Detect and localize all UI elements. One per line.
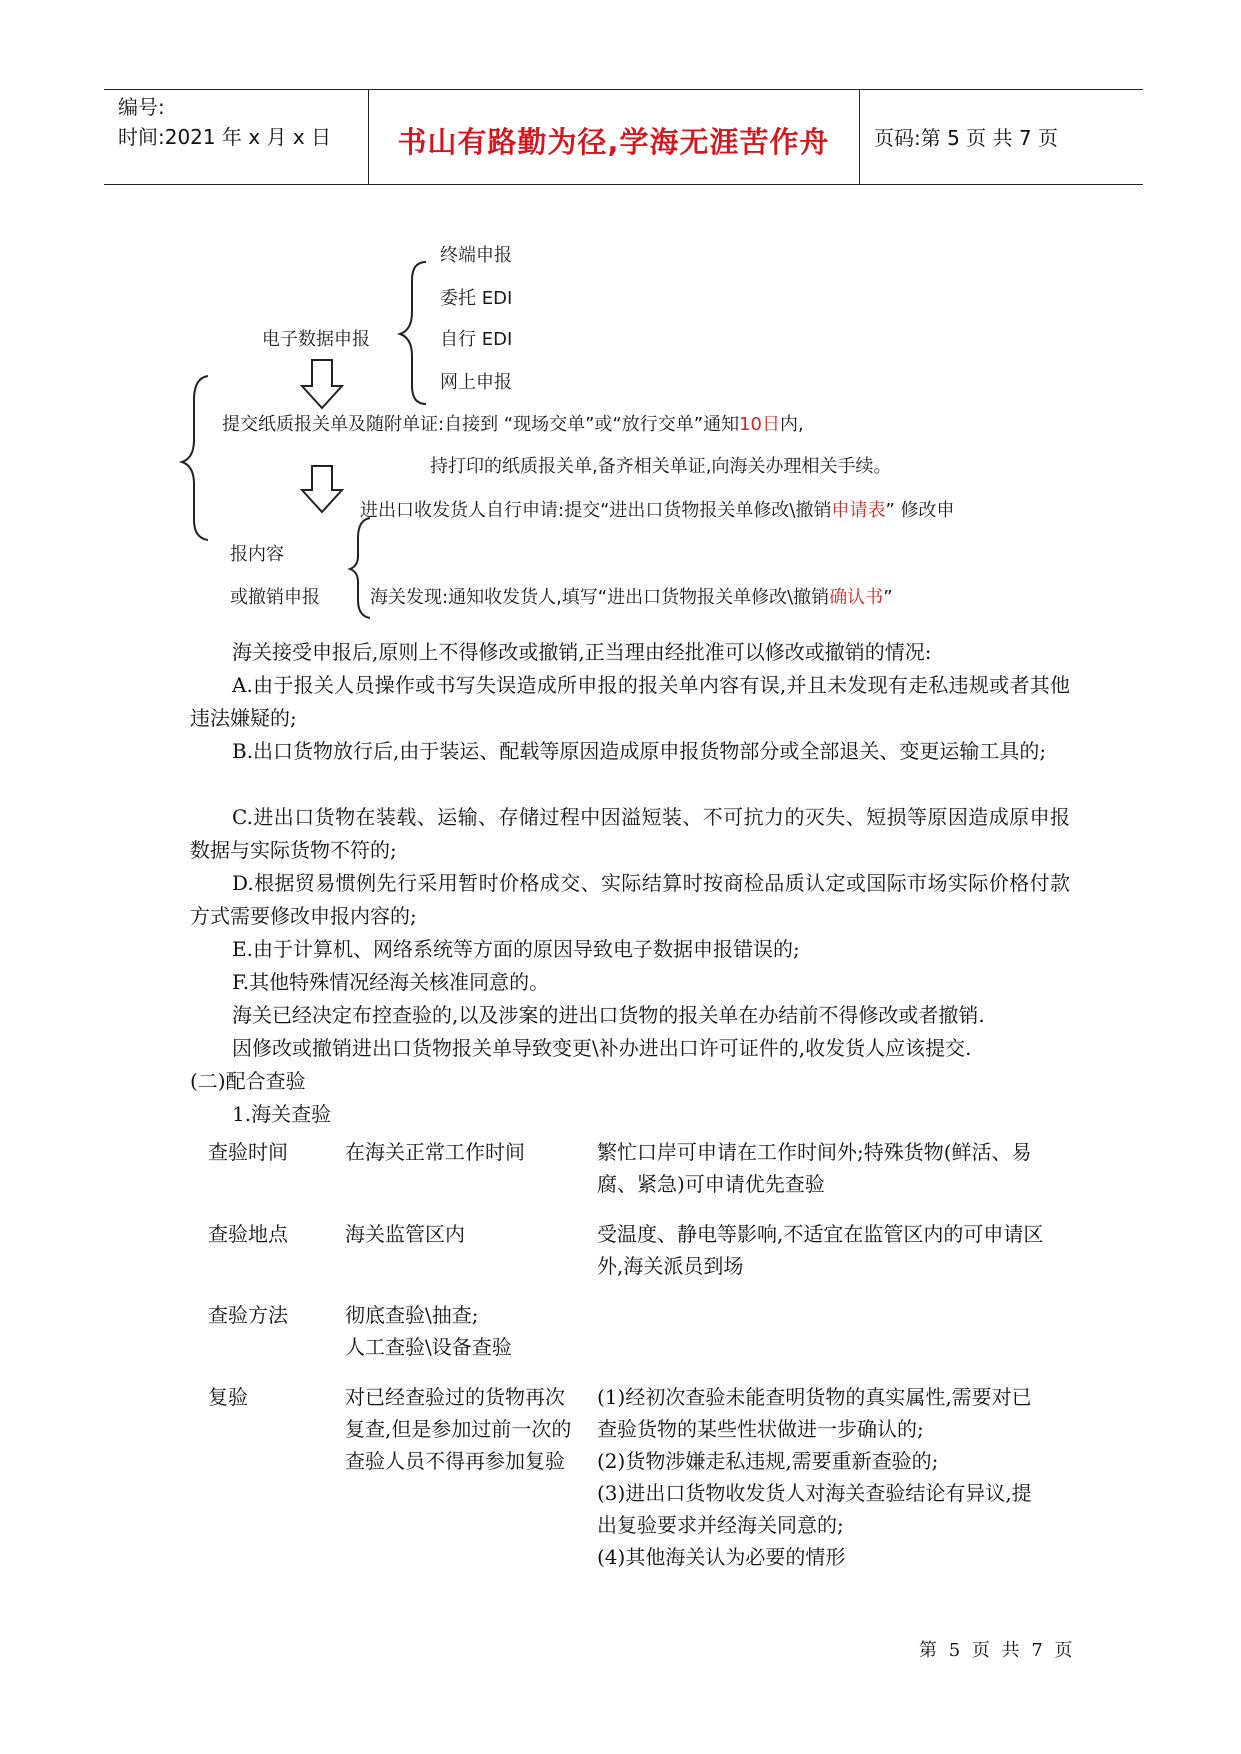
header-divider — [859, 90, 860, 184]
subsection-heading: 1.海关查验 — [232, 1102, 332, 1126]
option-terminal: 终端申报 — [440, 245, 512, 266]
section-heading: (二)配合查验 — [190, 1069, 306, 1093]
header-meta — [118, 92, 331, 152]
table-row-col3: 受温度、静电等影响,不适宜在监管区内的可申请区外,海关派员到场 — [597, 1222, 1044, 1278]
options-brace — [400, 262, 426, 404]
case-item-d: D.根据贸易惯例先行采用暂时价格成交、实际结算时按商检品质认定或国际市场实际价格付款方式需要修改申报内容的; — [190, 871, 1070, 928]
case-item-e: E.由于计算机、网络系统等方面的原因导致电子数据申报错误的; — [232, 937, 800, 961]
paper-submission-line1: 提交纸质报关单及随附单证:自接到 “现场交单”或“放行交单”通知10日内, — [222, 414, 804, 435]
document-number-label: 编号: — [118, 95, 165, 119]
case-item-f: F.其他特殊情况经海关核准同意的。 — [232, 970, 550, 994]
electronic-declaration: 电子数据申报 — [262, 329, 370, 350]
self-apply-line: 进出口收发货人自行申请:提交“进出口货物报关单修改\撤销申请表” 修改申 — [360, 500, 955, 521]
case-item-c: C.进出口货物在装载、运输、存储过程中因溢短装、不可抗力的灭失、短损等原因造成原申报数据与实际货物不符的; — [190, 805, 1070, 862]
modify-label-2: 或撤销申报 — [230, 587, 320, 608]
down-arrow-icon — [302, 466, 342, 512]
intro-paragraph: 海关接受申报后,原则上不得修改或撤销,正当理由经批准可以修改或撤销的情况: — [232, 640, 932, 664]
table-row-label: 查验地点 — [208, 1222, 288, 1246]
table-row-col2: 彻底查验\抽查; 人工查验\设备查验 — [345, 1303, 512, 1359]
table-row-label: 复验 — [208, 1385, 248, 1409]
header-page-info: 页码:第 5 页 共 7 页 — [874, 126, 1058, 150]
case-item-a: A.由于报关人员操作或书写失误造成所申报的报关单内容有误,并且未发现有走私违规或者其他违法嫌疑的; — [190, 673, 1070, 730]
customs-find-line: 海关发现:通知收发货人,填写“进出口货物报关单修改\撤销确认书” — [370, 587, 893, 608]
modify-brace — [350, 518, 370, 618]
table-row-col2: 海关监管区内 — [345, 1222, 465, 1246]
note-license-change: 因修改或撤销进出口货物报关单导致变更\补办进出口许可证件的,收发货人应该提交. — [232, 1036, 972, 1060]
option-online: 网上申报 — [440, 372, 512, 393]
modify-label-1: 报内容 — [230, 544, 284, 565]
option-entrusted-edi: 委托 EDI — [440, 288, 513, 309]
table-row-col2: 在海关正常工作时间 — [345, 1140, 525, 1164]
note-no-modify: 海关已经决定布控查验的,以及涉案的进出口货物的报关单在办结前不得修改或者撤销. — [232, 1003, 985, 1027]
table-row-col3: (1)经初次查验未能查明货物的真实属性,需要对已查验货物的某些性状做进一步确认的; (2)货物涉嫌走私违规,需要重新查验的; (3)进出口货物收发货人对海关查验结论有异议,提出复验要求并经海关同意的; (4)其他海关认为必要的情形 — [597, 1385, 1032, 1569]
page-footer: 第 5 页 共 7 页 — [919, 1640, 1076, 1661]
document-time: 时间:2021 年 x 月 x 日 — [118, 125, 332, 149]
table-row-label: 查验时间 — [208, 1140, 288, 1164]
page-header — [104, 89, 1143, 185]
down-arrow-icon — [302, 360, 342, 408]
paper-submission-line2: 持打印的纸质报关单,备齐相关单证,向海关办理相关手续。 — [430, 456, 892, 477]
table-row-col2: 对已经查验过的货物再次复查,但是参加过前一次的查验人员不得再参加复验 — [345, 1385, 572, 1473]
header-motto: 书山有路勤为径,学海无涯苦作舟 — [397, 125, 830, 159]
option-self-edi: 自行 EDI — [440, 329, 513, 350]
table-row-label: 查验方法 — [208, 1303, 288, 1327]
main-brace — [182, 376, 208, 540]
case-item-b: B.出口货物放行后,由于装运、配载等原因造成原申报货物部分或全部退关、变更运输工具的; — [232, 739, 1047, 763]
table-row-col3: 繁忙口岸可申请在工作时间外;特殊货物(鲜活、易腐、紧急)可申请优先查验 — [597, 1140, 1032, 1196]
